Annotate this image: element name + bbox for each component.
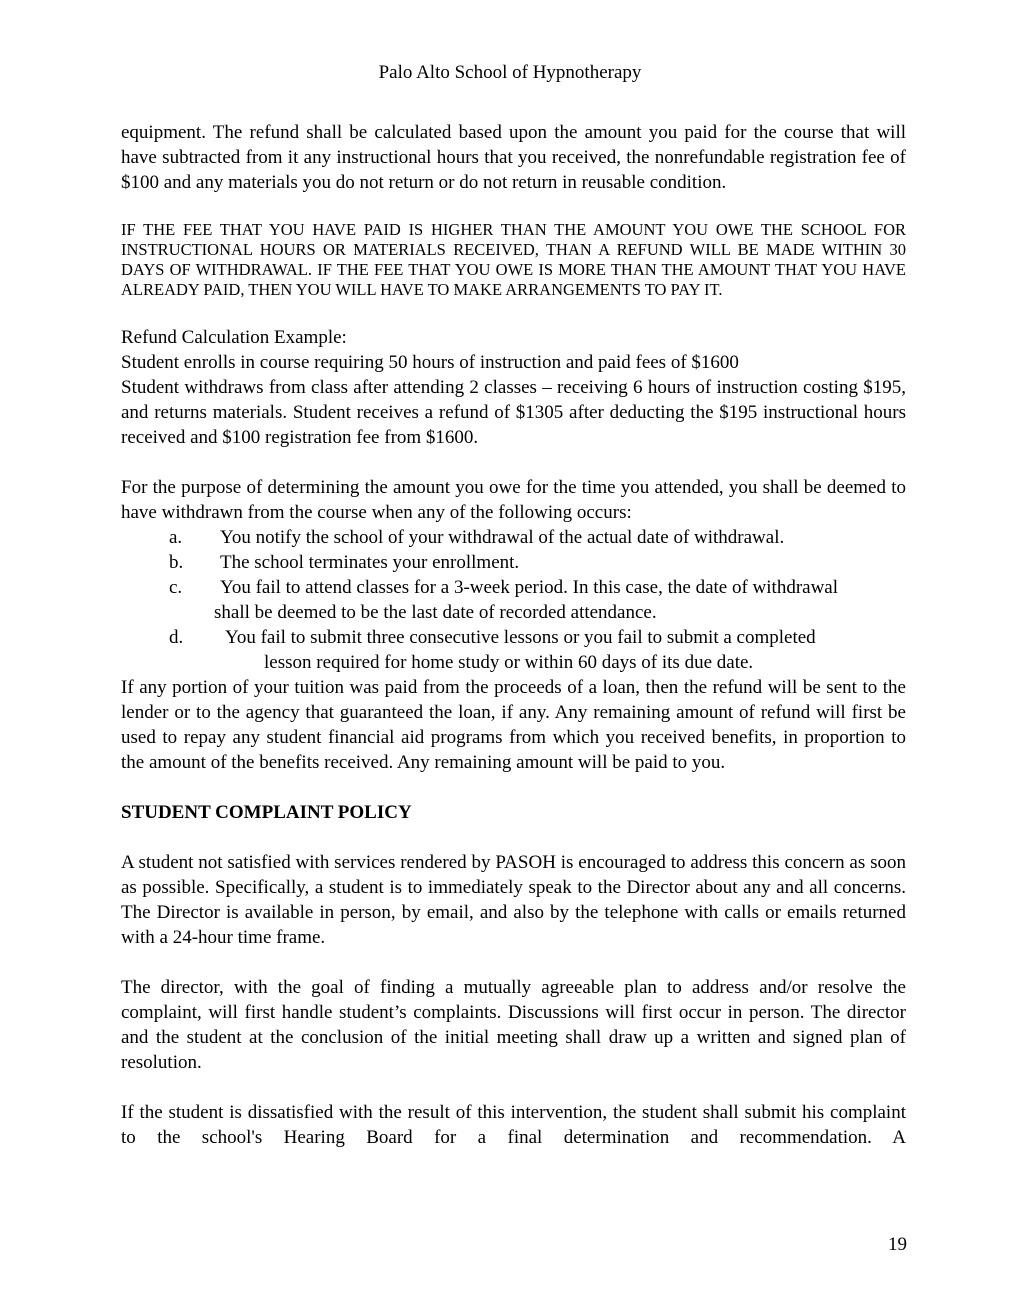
list-marker: d. bbox=[169, 627, 184, 648]
list-item-text: The school terminates your enrollment. bbox=[220, 552, 520, 573]
list-item bbox=[121, 550, 906, 575]
list-item-text: You fail to attend classes for a 3-week period. In this case, the date of withdrawal bbox=[220, 577, 839, 598]
refund-example-line-2: Student withdraws from class after attending 2 classes – receiving 6 hours of instruction costing $195, and returns materials. Student receives a refund of $1305 after deducting the $195 instructional hours received and $100 registration fee from $1600. bbox=[121, 377, 906, 448]
withdrawal-section bbox=[121, 475, 906, 775]
complaint-paragraph-2: The director, with the goal of finding a mutually agreeable plan to address and/or resolve the complaint, will first handle student’s complaints. Discussions will first occur in person. The director and the student at the conclusion of the initial meeting shall draw up a written and signed plan of resolution. bbox=[121, 977, 906, 1073]
page-number: 19 bbox=[888, 1234, 907, 1255]
withdrawal-intro: For the purpose of determining the amount you owe for the time you attended, you shall be deemed to have withdrawn from the course when any of the following occurs: bbox=[121, 477, 906, 523]
list-item-text: You notify the school of your withdrawal of the actual date of withdrawal. bbox=[220, 527, 785, 548]
list-marker: a. bbox=[169, 527, 183, 548]
refund-example-line-1: Student enrolls in course requiring 50 hours of instruction and paid fees of $1600 bbox=[121, 352, 739, 373]
list-item bbox=[121, 575, 906, 625]
complaint-paragraph-1: A student not satisfied with services rendered by PASOH is encouraged to address this concern as soon as possible. Specifically, a student is to immediately speak to the Director about any and all concerns. The Director is available in person, by email, and also by the telephone with calls or emails returned with a 24-hour time frame. bbox=[121, 852, 906, 948]
list-marker: b. bbox=[169, 552, 184, 573]
list-item bbox=[121, 625, 906, 675]
page-header: Palo Alto School of Hypnotherapy bbox=[378, 62, 642, 83]
list-marker: c. bbox=[169, 577, 183, 598]
list-item bbox=[121, 525, 906, 550]
document-body bbox=[121, 120, 906, 1150]
complaint-paragraph-3: If the student is dissatisfied with the result of this intervention, the student shall submit his complaint to the school's Hearing Board for a final determination and recommendation. A bbox=[121, 1102, 906, 1148]
complaint-policy-heading: STUDENT COMPLAINT POLICY bbox=[121, 802, 412, 823]
loan-refund-paragraph: If any portion of your tuition was paid from the proceeds of a loan, then the refund will be sent to the lender or to the agency that guaranteed the loan, if any. Any remaining amount of refund will first be used to repay any student financial aid programs from which you received benefits, in proportion to the amount of the benefits received. Any remaining amount will be paid to you. bbox=[121, 677, 906, 773]
refund-notice-caps-paragraph: IF THE FEE THAT YOU HAVE PAID IS HIGHER THAN THE AMOUNT YOU OWE THE SCHOOL FOR INSTRUCTIONAL HOURS OR MATERIALS RECEIVED, THAN A REFUND WILL BE MADE WITHIN 30 DAYS OF WITHDRAWAL. IF THE FEE THAT YOU OWE IS MORE THAN THE AMOUNT THAT YOU HAVE ALREADY PAID, THEN YOU WILL HAVE TO MAKE ARRANGEMENTS TO PAY IT. bbox=[121, 220, 906, 299]
refund-example-title: Refund Calculation Example: bbox=[121, 327, 347, 348]
list-item-text: You fail to submit three consecutive lessons or you fail to submit a completed bbox=[225, 627, 816, 648]
list-item-text-continued: lesson required for home study or within 60 days of its due date. bbox=[264, 652, 754, 673]
refund-example-section bbox=[121, 325, 906, 450]
withdrawal-conditions-list bbox=[121, 525, 906, 675]
refund-intro-paragraph: equipment. The refund shall be calculated based upon the amount you paid for the course that will have subtracted from it any instructional hours that you received, the nonrefundable registration fee of $100 and any materials you do not return or do not return in reusable condition. bbox=[121, 122, 906, 193]
list-item-text-continued: shall be deemed to be the last date of recorded attendance. bbox=[214, 602, 657, 623]
